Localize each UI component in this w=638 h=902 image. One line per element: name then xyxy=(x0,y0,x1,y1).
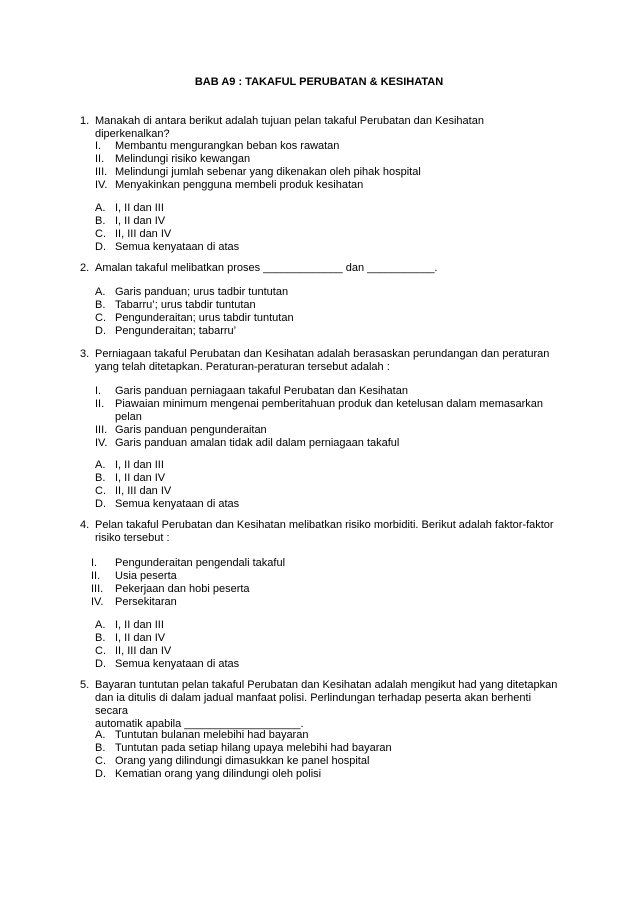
option-text: Semua kenyataan di atas xyxy=(115,658,240,670)
question-5-options xyxy=(80,729,560,781)
statement-item xyxy=(80,140,560,153)
answer-option[interactable] xyxy=(80,632,560,645)
option-text: I, II dan III xyxy=(115,459,164,471)
statement-text: Persekitaran xyxy=(115,596,177,608)
option-text: I, II dan IV xyxy=(115,632,166,644)
option-label: D. xyxy=(95,498,106,510)
statement-text: Usia peserta xyxy=(115,570,177,582)
statement-item xyxy=(80,153,560,166)
question-1-statements xyxy=(80,140,560,192)
statement-label: I. xyxy=(91,557,98,569)
answer-option[interactable] xyxy=(80,202,560,215)
statement-item xyxy=(80,398,560,424)
statement-item xyxy=(80,596,560,609)
option-text: Semua kenyataan di atas xyxy=(115,498,240,510)
option-text: Tuntutan bulanan melebihi had bayaran xyxy=(115,729,309,741)
page-title: BAB A9 : TAKAFUL PERUBATAN & KESIHATAN xyxy=(194,76,444,88)
option-text: Tuntutan pada setiap hilang upaya melebihi had bayaran xyxy=(115,742,392,754)
option-label: D. xyxy=(95,768,106,780)
statement-label: IV. xyxy=(95,179,108,191)
answer-option[interactable] xyxy=(80,742,560,755)
option-text: Garis panduan; urus tadbir tuntutan xyxy=(115,286,289,298)
option-label: D. xyxy=(95,241,106,253)
option-label: D. xyxy=(95,658,106,670)
answer-option[interactable] xyxy=(80,312,560,325)
question-number: 3. xyxy=(80,348,90,360)
option-text: Pengunderaitan; urus tabdir tuntutan xyxy=(115,312,294,324)
option-text: Orang yang dilindungi dimasukkan ke panel hospital xyxy=(115,755,370,767)
question-text xyxy=(95,348,560,374)
question-text-line: dan ia ditulis di dalam jadual manfaat polisi. Perlindungan terhadap peserta akan berhenti secara xyxy=(95,692,532,717)
option-label: C. xyxy=(95,485,106,497)
statement-label: I. xyxy=(95,385,102,397)
option-label: A. xyxy=(95,619,106,631)
statement-label: II. xyxy=(95,398,105,410)
answer-option[interactable] xyxy=(80,729,560,742)
statement-label: IV. xyxy=(91,596,104,608)
statement-item xyxy=(80,570,560,583)
answer-option[interactable] xyxy=(80,286,560,299)
question-3 xyxy=(80,348,560,374)
statement-text xyxy=(115,398,560,424)
statement-text-line: pelan xyxy=(115,411,142,423)
statement-text: Garis panduan amalan tidak adil dalam perniagaan takaful xyxy=(115,437,400,449)
question-text-line: Pelan takaful Perubatan dan Kesihatan melibatkan risiko morbiditi. Berikut adalah faktor-faktor xyxy=(95,519,554,531)
statement-text: Membantu mengurangkan beban kos rawatan xyxy=(115,140,340,152)
statement-text: Garis panduan perniagaan takaful Perubatan dan Kesihatan xyxy=(115,385,408,397)
question-3-statements xyxy=(80,385,560,450)
statement-text: Melindungi jumlah sebenar yang dikenakan oleh pihak hospital xyxy=(115,166,421,178)
statement-label: IV. xyxy=(95,437,108,449)
question-4-options xyxy=(80,619,560,671)
question-number: 4. xyxy=(80,519,90,531)
answer-option[interactable] xyxy=(80,619,560,632)
option-label: C. xyxy=(95,755,106,767)
option-label: A. xyxy=(95,202,106,214)
statement-text: Garis panduan pengunderaitan xyxy=(115,424,267,436)
question-text xyxy=(95,679,560,731)
option-text: I, II dan IV xyxy=(115,472,166,484)
option-label: B. xyxy=(95,215,106,227)
option-text: I, II dan III xyxy=(115,619,164,631)
answer-option[interactable] xyxy=(80,768,560,781)
question-number: 2. xyxy=(80,262,90,274)
option-text: I, II dan IV xyxy=(115,215,166,227)
statement-text: Pekerjaan dan hobi peserta xyxy=(115,583,250,595)
option-text: II, III dan IV xyxy=(115,228,172,240)
statement-text: Pengunderaitan pengendali takaful xyxy=(115,557,286,569)
statement-text: Menyakinkan pengguna membeli produk kesihatan xyxy=(115,179,364,191)
option-label: D. xyxy=(95,325,106,337)
option-label: C. xyxy=(95,645,106,657)
question-1 xyxy=(80,115,560,141)
statement-item xyxy=(80,583,560,596)
answer-option[interactable] xyxy=(80,498,560,511)
answer-option[interactable] xyxy=(80,325,560,338)
answer-option[interactable] xyxy=(80,645,560,658)
statement-item xyxy=(80,179,560,192)
statement-text: Melindungi risiko kewangan xyxy=(115,153,251,165)
statement-label: III. xyxy=(95,166,108,178)
statement-label: I. xyxy=(95,140,102,152)
question-text: Amalan takaful melibatkan proses _____________ dan ___________. xyxy=(95,262,438,274)
question-1-options xyxy=(80,202,560,254)
statement-label: II. xyxy=(91,570,101,582)
answer-option[interactable] xyxy=(80,459,560,472)
statement-item xyxy=(80,166,560,179)
question-number: 5. xyxy=(80,679,90,691)
option-label: C. xyxy=(95,228,106,240)
answer-option[interactable] xyxy=(80,241,560,254)
statement-text-line: Piawaian minimum mengenai pemberitahuan produk dan ketelusan dalam memasarkan xyxy=(115,398,544,410)
statement-item xyxy=(80,424,560,437)
answer-option[interactable] xyxy=(80,299,560,312)
option-label: B. xyxy=(95,742,106,754)
answer-option[interactable] xyxy=(80,485,560,498)
answer-option[interactable] xyxy=(80,755,560,768)
statement-label: II. xyxy=(95,153,105,165)
option-label: B. xyxy=(95,632,106,644)
question-text-line: automatik apabila ___________________. xyxy=(95,718,304,730)
question-text-line: Bayaran tuntutan pelan takaful Perubatan dan Kesihatan adalah mengikut had yang ditetapkan xyxy=(95,679,558,691)
question-2-options xyxy=(80,286,560,338)
question-5 xyxy=(80,679,560,731)
statement-item xyxy=(80,437,560,450)
option-text: II, III dan IV xyxy=(115,645,172,657)
question-4-statements xyxy=(80,557,560,609)
question-number: 1. xyxy=(80,115,90,127)
option-label: A. xyxy=(95,286,106,298)
statement-item xyxy=(80,557,560,570)
option-label: B. xyxy=(95,472,106,484)
option-label: C. xyxy=(95,312,106,324)
answer-option[interactable] xyxy=(80,228,560,241)
question-2 xyxy=(80,262,560,275)
option-label: B. xyxy=(95,299,106,311)
option-text: Kematian orang yang dilindungi oleh polisi xyxy=(115,768,322,780)
statement-label: III. xyxy=(91,583,104,595)
statement-label: III. xyxy=(95,424,108,436)
option-label: A. xyxy=(95,729,106,741)
answer-option[interactable] xyxy=(80,472,560,485)
question-4 xyxy=(80,519,560,545)
option-label: A. xyxy=(95,459,106,471)
question-text xyxy=(95,519,560,545)
question-3-options xyxy=(80,459,560,511)
question-text: Manakah di antara berikut adalah tujuan pelan takaful Perubatan dan Kesihatan diperkenalkan? xyxy=(95,115,484,140)
answer-option[interactable] xyxy=(80,215,560,228)
option-text: Tabarru’; urus tabdir tuntutan xyxy=(115,299,256,311)
question-text-line: yang telah ditetapkan. Peraturan-peraturan tersebut adalah : xyxy=(95,361,390,373)
option-text: Semua kenyataan di atas xyxy=(115,241,240,253)
question-text-line: risiko tersebut : xyxy=(95,532,170,544)
option-text: Pengunderaitan; tabarru’ xyxy=(115,325,237,337)
statement-item xyxy=(80,385,560,398)
question-text-line: Perniagaan takaful Perubatan dan Kesihatan adalah berasaskan perundangan dan peraturan xyxy=(95,348,550,360)
option-text: II, III dan IV xyxy=(115,485,172,497)
answer-option[interactable] xyxy=(80,658,560,671)
option-text: I, II dan III xyxy=(115,202,164,214)
